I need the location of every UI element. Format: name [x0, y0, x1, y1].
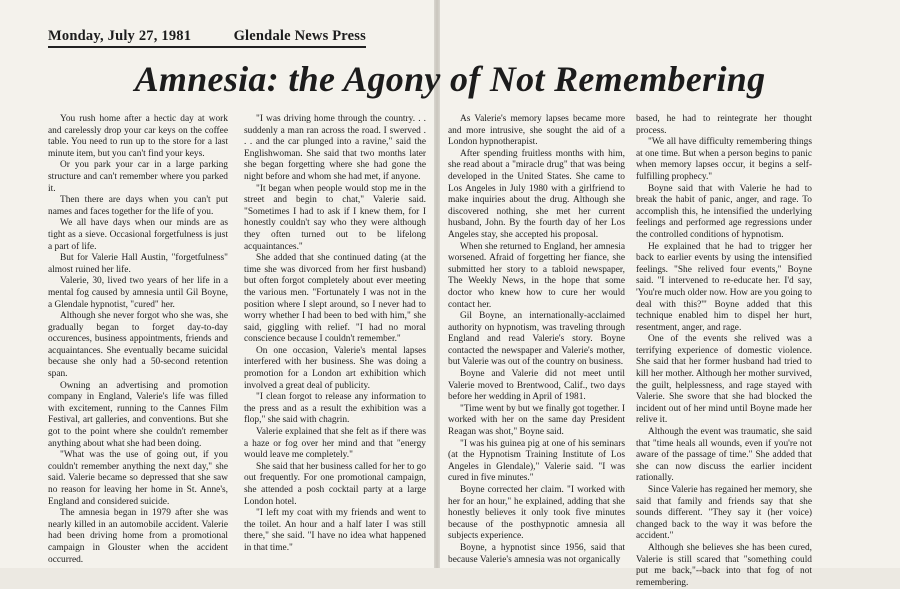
- paragraph: Boyne, a hypnotist since 1956, said that because Valerie's amnesia was not organically: [448, 542, 625, 565]
- paragraph: On one occasion, Valerie's mental lapses interfered with her business. She was doing a promotion for a London art exhibition which involved a great deal of publicity.: [244, 345, 426, 391]
- paragraph: "Time went by but we finally got together. I worked with her on the same day President Reagan was shot," Boyne said.: [448, 403, 625, 438]
- paragraph: After spending fruitless months with him, she read about a "miracle drug" that was being developed in the United States. She came to Los Angeles in July 1980 with a girlfriend to make inquiries about the drug. Although she discovered nothing, she met her current husband, John. By the fourth day of her Los Angeles stay, she accepted his proposal.: [448, 148, 625, 240]
- paragraph: When she returned to England, her amnesia worsened. Afraid of forgetting her fiance, she submitted her story to a tabloid newspaper, The Weekly News, in the hope that some doctor who knew how to cure her would contact her.: [448, 241, 625, 310]
- paragraph: We all have days when our minds are as tight as a sieve. Occasional forgetfulness is just a part of life.: [48, 218, 228, 252]
- paragraph: He explained that he had to trigger her back to earlier events by using the intensified feelings. "She relived four events," Boyne said. "I intervened to re-educate her. I'd say, 'You're much older now. How are you going to deal with this?'" Boyne added that this technique enabled him to dispel her hurt, resentment, anger, and rage.: [636, 241, 812, 333]
- paragraph: "I was his guinea pig at one of his seminars (at the Hypnotism Training Institute of Los Angeles in Glendale)," Valerie said. "I was cured in five minutes.": [448, 438, 625, 484]
- paragraph: Gil Boyne, an internationally-acclaimed authority on hypnotism, was traveling through England and read Valerie's story. Boyne contacted the newspaper and Valerie's mother, but Valerie was out of the country on business.: [448, 311, 625, 368]
- paragraph: Although the event was traumatic, she said that "time heals all wounds, even if you're not aware of the passage of time." She added that she can now discuss the earlier incident rationally.: [636, 427, 812, 484]
- date: Monday, July 27, 1981: [48, 28, 192, 44]
- paragraph: You rush home after a hectic day at work and carelessly drop your car keys on the coffee table. You need to run up to the store for a last minute item, but you can't find your keys.: [48, 114, 228, 159]
- paragraph: Since Valerie has regained her memory, she said that family and friends say that she sounds different. "They say it (her voice) changed back to the way it was before the accident.": [636, 485, 812, 542]
- article-column-3: [448, 114, 625, 566]
- paragraph: "I clean forgot to release any information to the press and as a result the exhibition was a flop," she said with chagrin.: [244, 392, 426, 426]
- paragraph: Or you park your car in a large parking structure and can't remember where you parked it.: [48, 160, 228, 194]
- paragraph: As Valerie's memory lapses became more and more intrusive, she sought the aid of a London hypnotherapist.: [448, 114, 625, 148]
- paragraph: Although she believes she has been cured, Valerie is still scared that "something could put me back,"--back into that fog of not remembering.: [636, 542, 812, 588]
- article-column-4: [636, 114, 812, 589]
- paragraph: Boyne corrected her claim. "I worked with her for an hour," he explained, adding that she honestly believes it only took five minutes because of the posthypnotic amnesia all subjects experience.: [448, 485, 625, 542]
- paragraph: But for Valerie Hall Austin, "forgetfulness" almost ruined her life.: [48, 253, 228, 275]
- paragraph: Boyne said that with Valerie he had to break the habit of panic, anger, and rage. To accomplish this, he intensified the underlying feelings and performed age regressions under the controlled conditions of hypnotism.: [636, 183, 812, 240]
- paragraph: "I left my coat with my friends and went to the toilet. An hour and a half later I was still there," she said. "I have no idea what happened in that time.": [244, 508, 426, 553]
- paragraph: Owning an advertising and promotion company in England, Valerie's life was filled with excitement, running to the Cannes Film Festival, art galleries, and conventions. But she got to the point where she couldn't remember anything about what she had been doing.: [48, 380, 228, 449]
- paragraph: She added that she continued dating (at the time she was divorced from her first husband) but often forgot completely about ever meeting the various men. "Fortunately I was not in the position where I slept around, so I never had to worry whether I had been to bed with him," she said, giggling with relief. "I had no moral conscience because I couldn't remember.": [244, 253, 426, 345]
- paragraph: Then there are days when you can't put names and faces together for the life of you.: [48, 195, 228, 217]
- paragraph: "What was the use of going out, if you couldn't remember anything the next day," she said. Valerie became so depressed that she saw no reason for leaving her home in St. Anne's, England and considered suicide.: [48, 450, 228, 507]
- paragraph: She said that her business called for her to go out frequently. For one promotional campaign, she attended a posh cocktail party at a large London hotel.: [244, 461, 427, 507]
- paragraph: Although she never forgot who she was, she gradually began to forget day-to-day occurences, business appointments, friends and acquaintances. She eventually became suicidal because she only had a 50-second retention span.: [48, 311, 228, 380]
- paragraph: Boyne and Valerie did not meet until Valerie moved to Brentwood, Calif., two days before her wedding in April of 1981.: [448, 369, 625, 403]
- newspaper-name: Glendale News Press: [233, 28, 366, 44]
- paragraph: "We all have difficulty remembering things at one time. But when a person begins to panic when memory lapses occur, it begins a self-fulfilling prophecy.": [636, 137, 812, 182]
- dateline: [48, 28, 366, 48]
- article-column-1: [48, 114, 228, 566]
- paragraph: "I was driving home through the country. . . suddenly a man ran across the road. I swerved . . . and the car plunged into a ravine," said the Englishwoman. She said that two months later she began forgetting where she had gone the night before and whom she had met, if anyone.: [244, 114, 426, 182]
- paragraph: The amnesia began in 1979 after she was nearly killed in an automobile accident. Valerie had been driving home from a promotional campaign in Glouster when the accident occurred.: [48, 508, 228, 565]
- paragraph: Valerie, 30, lived two years of her life in a mental fog caused by amnesia until Gil Boyne, a Glendale hypnotist, "cured" her.: [48, 276, 228, 310]
- paragraph: "It began when people would stop me in the street and begin to chat," Valerie said. "Sometimes I had to ask if I knew them, for I honestly couldn't say who they were although they often turned out to be lifelong acquaintances.": [244, 183, 426, 252]
- article-column-2: [244, 114, 426, 555]
- headline: Amnesia: the Agony of Not Remembering: [134, 59, 766, 99]
- paragraph: Valerie explained that she felt as if there was a haze or fog over her mind and that "energy would leave me completely.": [244, 427, 426, 461]
- paragraph: based, he had to reintegrate her thought process.: [636, 114, 812, 136]
- paragraph: One of the events she relived was a terrifying experience of domestic violence. She said that her former husband had tried to kill her mother. Although her mother survived, the guilt, helplessness, and rage stayed with Valerie. She swore that she had blocked the incident out of her mind until Boyne made her relive it.: [636, 334, 812, 426]
